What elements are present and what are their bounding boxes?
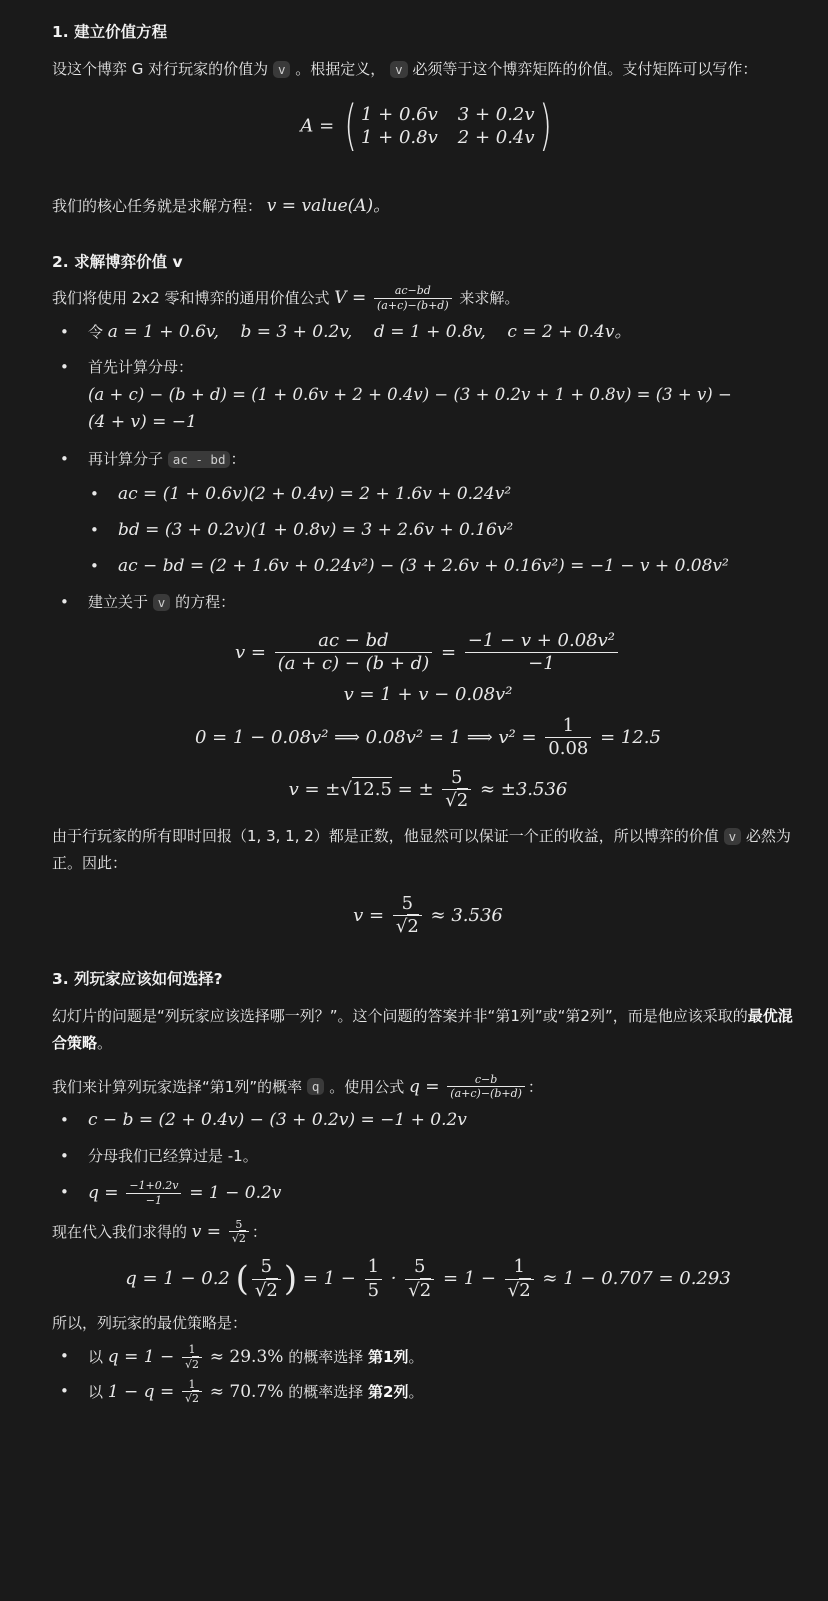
text: 必然为正。因此：	[52, 826, 791, 872]
left-paren: (	[235, 1259, 249, 1299]
math: = 12.5	[600, 726, 661, 748]
text: 设这个博弈 G 对行玩家的价值为	[52, 60, 269, 78]
fraction	[442, 767, 471, 813]
matrix-cell: 2 + 0.4v	[457, 127, 535, 148]
math: v = ±√	[288, 778, 352, 800]
section-2-title: 2. 求解博弈价值 v	[52, 253, 183, 271]
math: v =	[234, 641, 266, 663]
equation-v-ratio	[52, 630, 804, 676]
text: 以	[88, 1347, 104, 1366]
matrix-cell: 1 + 0.8v	[360, 127, 438, 148]
math-inline: 1 − q =	[107, 1381, 175, 1402]
denominator: (a+c)−(b+d)	[377, 298, 449, 312]
fraction	[182, 1343, 202, 1372]
matrix-lhs: A =	[300, 115, 335, 137]
probability-formula	[52, 1073, 804, 1102]
list-item	[52, 1143, 804, 1170]
fraction	[365, 1256, 382, 1302]
math-inline: ≈ 29.3%	[209, 1346, 284, 1367]
list-item	[52, 1343, 804, 1372]
emphasis: 第2列	[368, 1382, 409, 1401]
numerator: 1	[545, 715, 591, 739]
sub-list-item	[52, 517, 804, 544]
fraction	[405, 1256, 434, 1302]
math-inline: q = 1 −	[107, 1346, 175, 1367]
section-1-intro	[52, 56, 804, 83]
radicand: 2	[192, 1357, 199, 1371]
fraction	[275, 630, 433, 676]
numerator: 5	[405, 1256, 434, 1280]
equation-v-simplified: v = 1 + v − 0.08v²	[343, 683, 513, 705]
text: 来求解。	[459, 288, 520, 307]
numerator: ac−bd	[374, 284, 452, 299]
math-inline: q =	[408, 1076, 440, 1097]
fraction	[229, 1218, 249, 1247]
denominator: (a+c)−(b+d)	[450, 1087, 522, 1101]
emphasis: 最优混合策略	[52, 1006, 793, 1052]
numerator: −1 − v + 0.08v²	[465, 630, 618, 654]
text: 。根据定义，	[295, 60, 386, 78]
text: 。	[97, 1033, 113, 1052]
radicand: 2	[238, 1232, 246, 1246]
value-formula	[52, 284, 804, 313]
matrix-cells	[361, 104, 535, 148]
radicand: 2	[266, 1279, 278, 1301]
text: 幻灯片的问题是“列玩家应该选择哪一列？”。这个问题的答案并非“第1列”或“第2列”，而是他应该采取的	[52, 1006, 748, 1025]
math-inline: (4 + v) = −1	[88, 411, 197, 432]
denominator: √2	[184, 1392, 199, 1406]
denominator: (a + c) − (b + d)	[277, 653, 430, 674]
math: = 1 −	[302, 1268, 356, 1289]
equation-v-root	[52, 767, 804, 813]
fraction	[126, 1179, 181, 1208]
text: ：	[527, 1077, 543, 1096]
fraction	[252, 1256, 281, 1302]
equation-v-squared	[52, 715, 804, 761]
text: ：	[251, 1222, 267, 1241]
section-3-title: 3. 列玩家应该如何选择?	[52, 969, 223, 988]
math: ≈ 1 − 0.707 = 0.293	[542, 1268, 731, 1289]
conclusion: 所以，列玩家的最优策略是：	[52, 1314, 248, 1332]
equation-v-final	[52, 893, 804, 939]
numerator: 5	[229, 1218, 249, 1233]
numerator: 1	[365, 1256, 382, 1280]
radicand: 2	[407, 916, 419, 937]
sub-list-item	[52, 553, 804, 580]
matrix-cell: 3 + 0.2v	[457, 104, 535, 125]
text: 由于行玩家的所有即时回报（1, 3, 1, 2）都是正数，他显然可以保证一个正的收益，所以博弈的价值	[52, 826, 719, 845]
s2-list	[52, 319, 804, 616]
payoff-matrix	[52, 94, 804, 163]
sub-list-item	[52, 481, 804, 508]
list-item	[52, 1378, 804, 1407]
numerator: 5	[393, 893, 422, 917]
math-inline: ac − bd = (2 + 1.6v + 0.24v²) − (3 + 2.6v + 0.16v²) = −1 − v + 0.08v²	[118, 555, 729, 576]
math: ·	[390, 1268, 397, 1289]
inline-code: q	[307, 1078, 325, 1095]
list-item	[52, 1107, 804, 1134]
denominator: √2	[184, 1357, 199, 1371]
radicand: 2	[519, 1279, 531, 1301]
positivity-reason	[52, 823, 804, 877]
math-inline: a = 1 + 0.6v, b = 3 + 0.2v, d = 1 + 0.8v, c = 2 + 0.4v。	[107, 321, 632, 342]
inline-code: v	[390, 61, 408, 78]
numerator: c−b	[447, 1073, 525, 1088]
numerator: 1	[182, 1378, 202, 1393]
math: q = 1 − 0.2	[125, 1268, 230, 1289]
denominator: √2	[445, 790, 469, 811]
text: 令	[88, 322, 104, 341]
numerator: 1	[505, 1256, 534, 1280]
text: 的概率选择	[288, 1382, 364, 1401]
text: 。	[408, 1382, 424, 1401]
section-1-title: 1. 建立价值方程	[52, 23, 168, 41]
math-inline: ≈ 70.7%	[209, 1381, 284, 1402]
denominator: 5	[367, 1279, 380, 1301]
denominator: √2	[231, 1232, 246, 1246]
math-inline: c − b = (2 + 0.4v) − (3 + 0.2v) = −1 + 0.2v	[88, 1110, 467, 1130]
left-paren: (	[344, 94, 357, 157]
emphasis: 第1列	[368, 1347, 409, 1366]
fraction	[545, 715, 591, 761]
inline-code: ac - bd	[168, 451, 231, 468]
numerator: −1+0.2v	[126, 1179, 181, 1194]
text: 的概率选择	[288, 1347, 364, 1366]
core-task	[52, 193, 804, 220]
text: 以	[88, 1382, 104, 1401]
inline-code: v	[724, 828, 742, 845]
fraction	[505, 1256, 534, 1302]
text: 现在代入我们求得的	[52, 1222, 188, 1241]
math-inline: v =	[191, 1221, 222, 1242]
equation-q	[52, 1256, 804, 1302]
math-inline: ac = (1 + 0.6v)(2 + 0.4v) = 2 + 1.6v + 0.24v²	[118, 483, 512, 504]
radicand: 2	[192, 1392, 199, 1406]
math-inline: q =	[88, 1182, 119, 1203]
denominator: √2	[507, 1279, 531, 1301]
text: 。使用公式	[329, 1077, 405, 1096]
denominator: −1	[145, 1193, 162, 1207]
numerator: ac − bd	[275, 630, 433, 654]
substitute-v	[52, 1218, 804, 1247]
list-item	[52, 589, 804, 616]
math: v =	[353, 904, 385, 926]
inline-code: v	[153, 594, 171, 611]
math: ≈ ±3.536	[479, 778, 568, 800]
fraction	[182, 1378, 202, 1407]
text: 的方程：	[175, 592, 236, 611]
radicand: 2	[456, 790, 469, 811]
numerator: 1	[182, 1343, 202, 1358]
text: ：	[230, 449, 246, 468]
matrix-cell: 1 + 0.6v	[360, 104, 438, 125]
list-item	[52, 1179, 804, 1208]
text: 首先计算分母：	[88, 357, 194, 376]
text: 我们来计算列玩家选择“第1列”的概率	[52, 1077, 303, 1096]
fraction	[374, 284, 452, 313]
text: 再计算分子	[88, 449, 164, 468]
math-inline: = 1 − 0.2v	[189, 1182, 282, 1203]
math: = ±	[397, 778, 434, 800]
denominator: −1	[528, 653, 555, 674]
fraction	[465, 630, 618, 676]
fraction	[393, 893, 422, 939]
denominator: √2	[408, 1279, 432, 1301]
slide-question	[52, 1003, 804, 1057]
list-item	[52, 319, 804, 346]
radicand: 12.5	[351, 778, 392, 800]
denominator: 0.08	[548, 738, 589, 759]
math-inline: v = value(A)。	[266, 196, 391, 216]
list-item	[52, 446, 804, 473]
text: 我们的核心任务就是求解方程：	[52, 197, 263, 215]
math: 0 = 1 − 0.08v² ⟹ 0.08v² = 1 ⟹ v² =	[195, 726, 537, 748]
text: 分母我们已经算过是 -1。	[88, 1147, 258, 1165]
fraction	[447, 1073, 525, 1102]
list-item	[52, 354, 804, 436]
numerator: 5	[442, 767, 471, 791]
right-paren: )	[283, 1259, 298, 1299]
denominator: √2	[395, 916, 419, 937]
inline-code: v	[273, 61, 291, 78]
numerator: 5	[252, 1256, 281, 1280]
text: 。	[408, 1347, 424, 1366]
math-inline: bd = (3 + 0.2v)(1 + 0.8v) = 3 + 2.6v + 0.16v²	[118, 519, 514, 540]
matrix-body	[340, 94, 556, 157]
math: = 1 −	[442, 1268, 496, 1289]
right-paren: )	[538, 94, 552, 157]
text: 建立关于	[88, 592, 149, 611]
s3-list	[52, 1107, 804, 1208]
math-inline: (a + c) − (b + d) = (1 + 0.6v + 2 + 0.4v) − (3 + 0.2v + 1 + 0.8v) = (3 + v) −	[88, 384, 732, 404]
math: ≈ 3.536	[430, 904, 503, 926]
math-inline: V =	[334, 287, 367, 308]
strategy-list	[52, 1343, 804, 1406]
denominator: √2	[254, 1279, 278, 1301]
text: 必须等于这个博弈矩阵的价值。支付矩阵可以写作：	[412, 60, 758, 78]
math: =	[440, 641, 457, 663]
radicand: 2	[419, 1279, 432, 1301]
text: 我们将使用 2x2 零和博弈的通用价值公式	[52, 288, 330, 307]
